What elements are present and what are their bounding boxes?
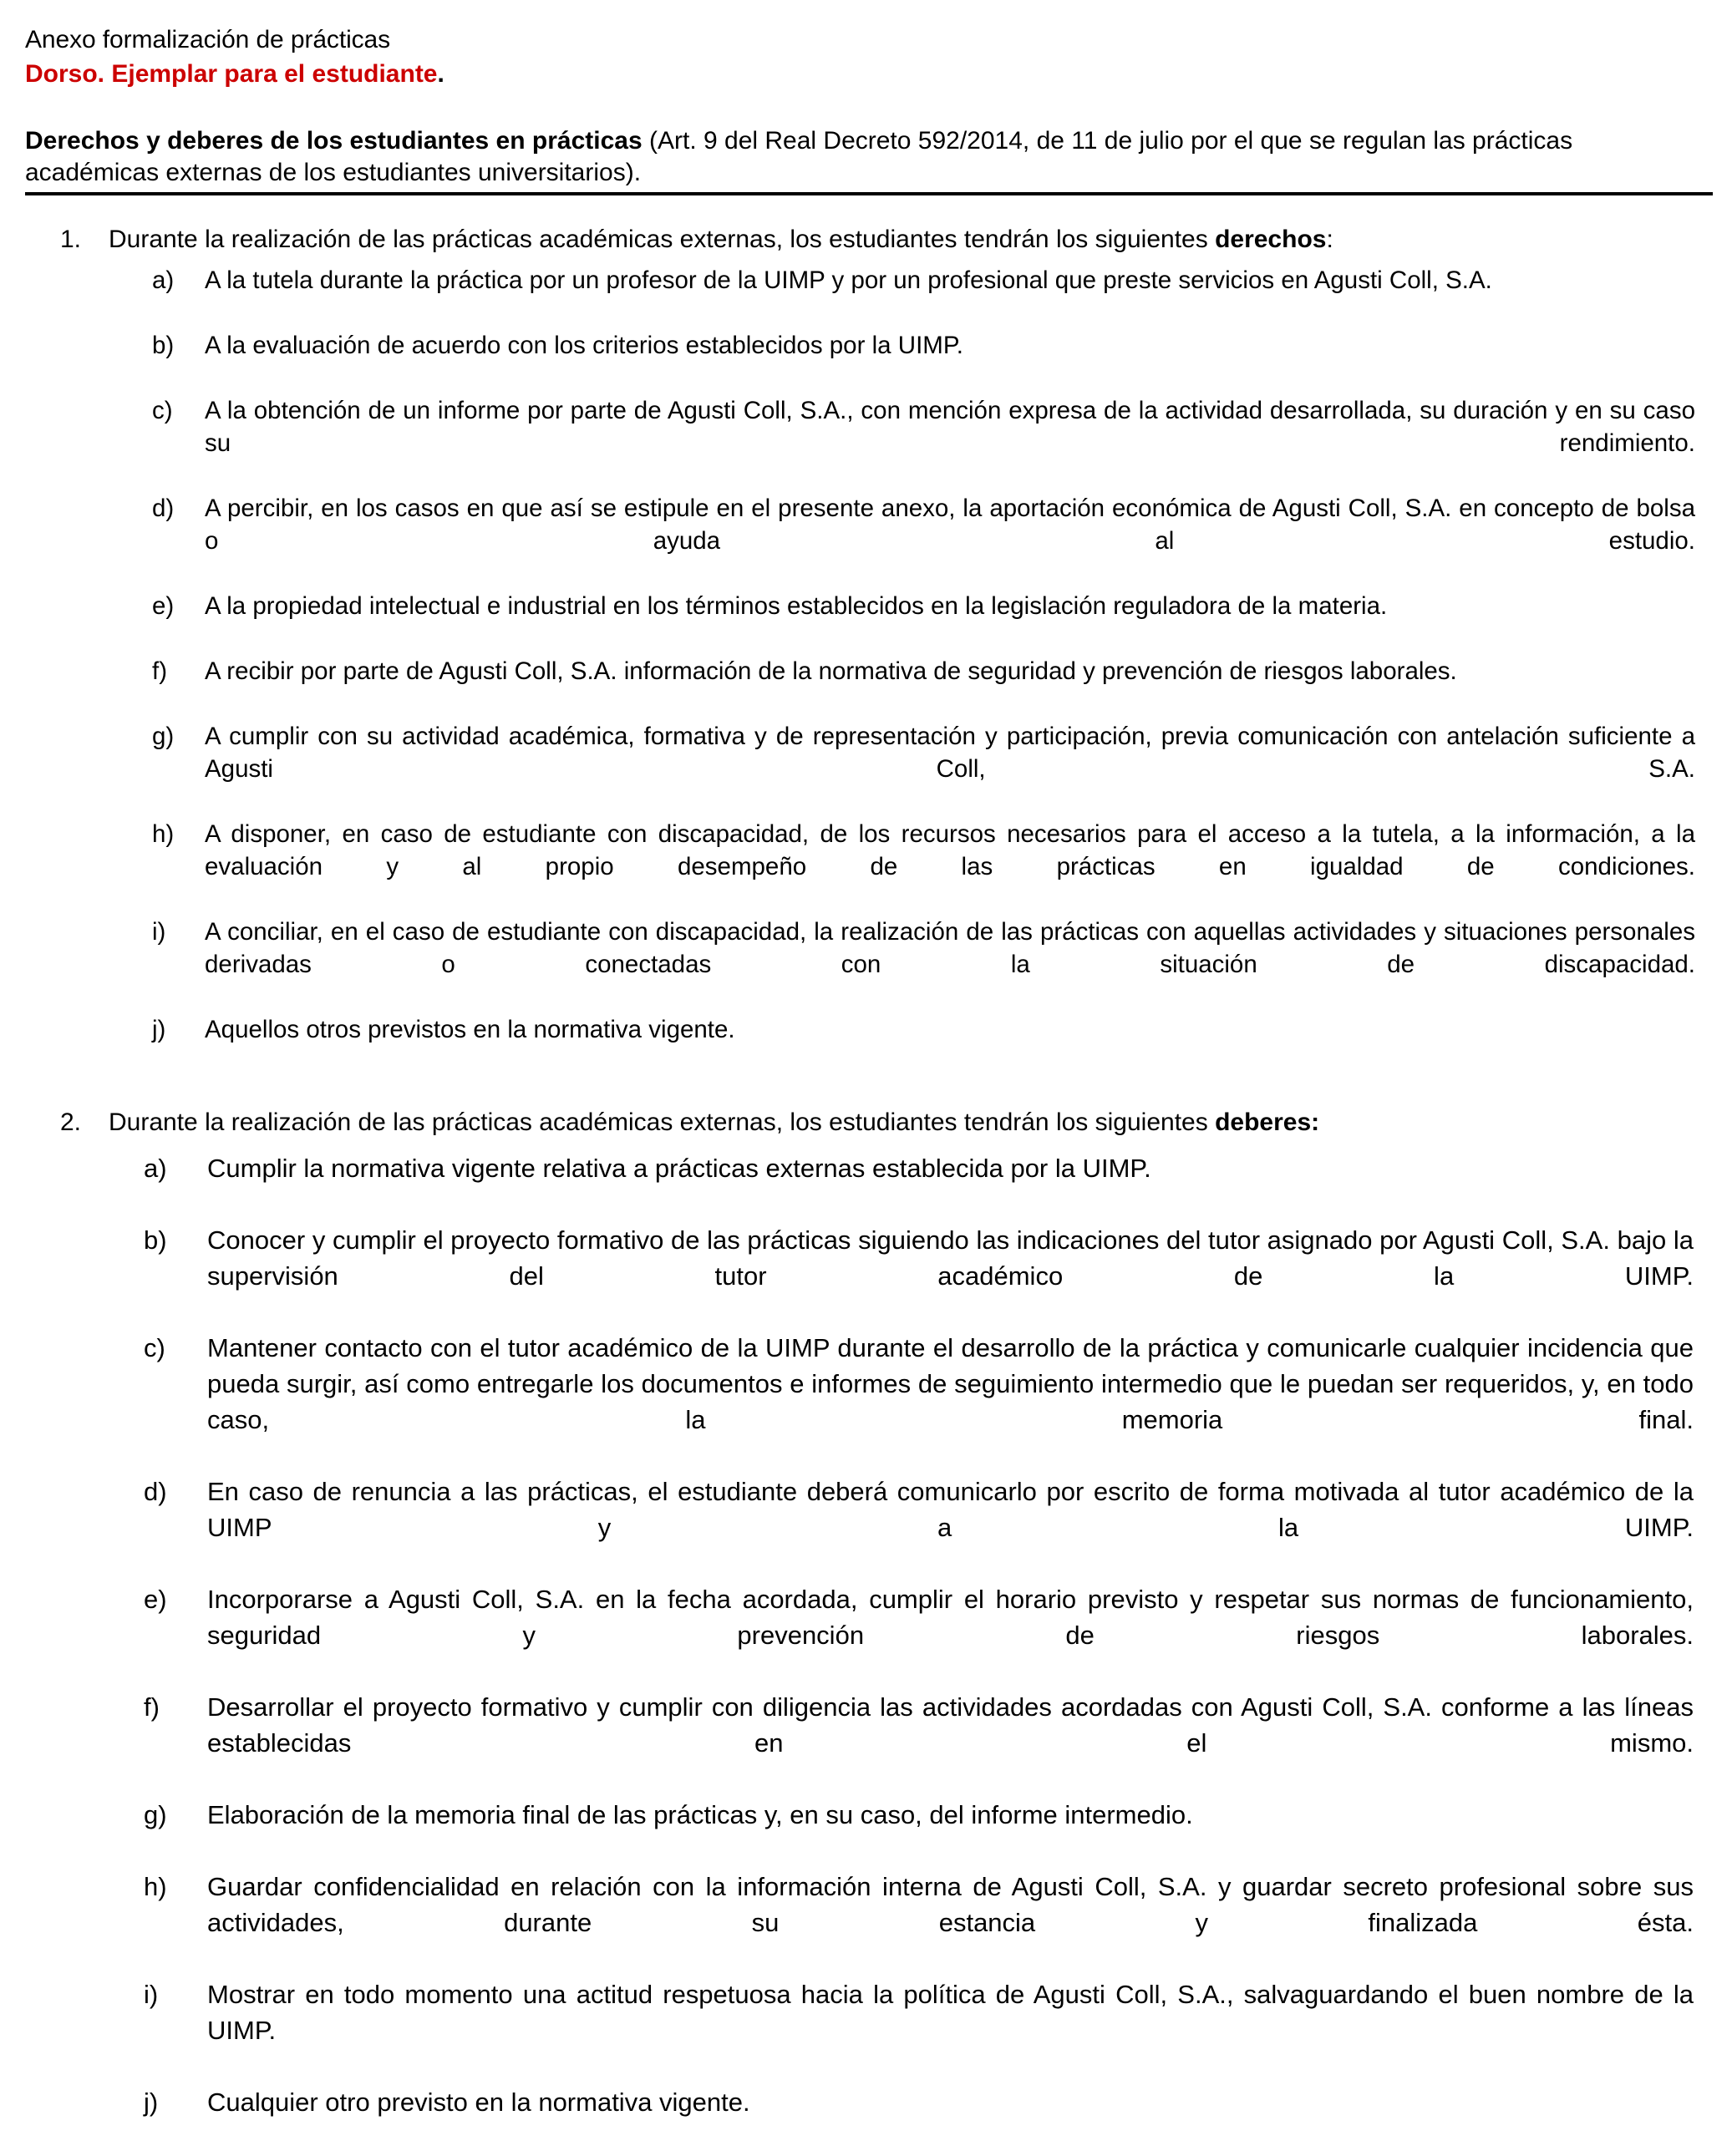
list-item <box>25 1689 1712 1797</box>
list-item-text: A la evaluación de acuerdo con los criterios establecidos por la UIMP. <box>205 332 963 359</box>
list-item-text: A disponer, en caso de estudiante con discapacidad, de los recursos necesarios para el acceso a la tutela, a la información, a la evaluación y al propio desempeño de las prácticas en igualdad de condiciones. <box>205 820 1695 880</box>
section-1-lead-before: Durante la realización de las prácticas académicas externas, los estudiantes tendrán los siguientes <box>109 226 1216 253</box>
list-item-label: d) <box>144 1477 167 1506</box>
list-item-text: Desarrollar el proyecto formativo y cumplir con diligencia las actividades acordadas con Agusti Coll, S.A. conforme a las líneas establecidas en el mismo. <box>207 1692 1694 1758</box>
list-item <box>25 2084 1712 2156</box>
section-1-lead <box>25 224 1712 256</box>
list-item <box>25 264 1712 329</box>
list-item-label: c) <box>152 397 173 424</box>
list-item <box>25 818 1712 916</box>
list-item <box>25 1013 1712 1078</box>
list-item <box>25 1474 1712 1581</box>
page-title-rest: (Art. 9 del Real Decreto 592/2014, de 11 de julio por el que se regulan las prácticas académicas externas de los estudiantes universitarios). <box>25 127 1573 186</box>
list-item <box>25 1150 1712 1222</box>
list-item-text: Conocer y cumplir el proyecto formativo de las prácticas siguiendo las indicaciones del tutor asignado por Agusti Coll, S.A. bajo la supervisión del tutor académico de la UIMP. <box>207 1225 1694 1291</box>
list-item <box>25 492 1712 590</box>
section-2-list <box>25 1150 1712 2156</box>
list-item <box>25 1869 1712 1976</box>
list-item-text: Guardar confidencialidad en relación con la información interna de Agusti Coll, S.A. y guardar secreto profesional sobre sus actividades, durante su estancia y finalizada ésta. <box>207 1872 1694 1937</box>
list-item-text: Aquellos otros previstos en la normativa vigente. <box>205 1016 735 1043</box>
list-item-label: f) <box>152 657 168 685</box>
list-item-text: A la propiedad intelectual e industrial en los términos establecidos en la legislación reguladora de la materia. <box>205 592 1388 620</box>
list-item-text: A cumplir con su actividad académica, formativa y de representación y participación, previa comunicación con antelación suficiente a Agusti Coll, S.A. <box>205 723 1695 783</box>
list-item-label: g) <box>152 723 175 750</box>
document-header <box>25 23 1712 92</box>
section-2-lead <box>25 1107 1712 1139</box>
list-item-text: Cualquier otro previsto en la normativa vigente. <box>207 2088 750 2117</box>
list-item-text: Mantener contacto con el tutor académico de la UIMP durante el desarrollo de la práctica y comunicarle cualquier incidencia que pueda surgir, así como entregarle los documentos e informes de seguimiento intermedio que le puedan ser requeridos, y, en todo caso, la memoria final. <box>207 1333 1694 1434</box>
list-item-label: a) <box>144 1154 167 1183</box>
list-item-label: a) <box>152 266 175 294</box>
list-item <box>25 720 1712 818</box>
list-item-text: Elaboración de la memoria final de las prácticas y, en su caso, del informe intermedio. <box>207 1800 1193 1829</box>
list-item-label: f) <box>144 1692 160 1722</box>
list-item-label: i) <box>152 918 166 946</box>
section-2-lead-before: Durante la realización de las prácticas académicas externas, los estudiantes tendrán los siguientes <box>109 1108 1216 1136</box>
list-item-label: b) <box>152 332 175 359</box>
list-item <box>25 329 1712 394</box>
list-item-text: Mostrar en todo momento una actitud respetuosa hacia la política de Agusti Coll, S.A., salvaguardando el buen nombre de la UIMP. <box>207 1980 1694 2045</box>
list-item-label: d) <box>152 495 175 522</box>
list-item-text: A conciliar, en el caso de estudiante con discapacidad, la realización de las prácticas con aquellas actividades y situaciones personales derivadas o conectadas con la situación de discapacidad. <box>205 918 1695 978</box>
list-item-text: A recibir por parte de Agusti Coll, S.A. información de la normativa de seguridad y prevención de riesgos laborales. <box>205 657 1457 685</box>
list-item-label: e) <box>152 592 175 620</box>
list-item <box>25 1581 1712 1689</box>
header-copy-label <box>25 57 1712 92</box>
list-item-label: h) <box>152 820 175 848</box>
list-item-text: A percibir, en los casos en que así se estipule en el presente anexo, la aportación económica de Agusti Coll, S.A. en concepto de bolsa o ayuda al estudio. <box>205 495 1695 555</box>
list-item <box>25 655 1712 720</box>
list-item <box>25 1797 1712 1869</box>
list-item <box>25 916 1712 1013</box>
list-item-label: h) <box>144 1872 167 1901</box>
list-item <box>25 394 1712 492</box>
list-item <box>25 1330 1712 1474</box>
list-item-label: c) <box>144 1333 165 1362</box>
list-item-label: g) <box>144 1800 167 1829</box>
header-copy-period: . <box>437 60 444 88</box>
section-2-lead-bold: deberes: <box>1215 1108 1320 1136</box>
list-item-text: Cumplir la normativa vigente relativa a prácticas externas establecida por la UIMP. <box>207 1154 1151 1183</box>
header-subtitle: Anexo formalización de prácticas <box>25 26 391 53</box>
list-item <box>25 1222 1712 1330</box>
section-1-lead-after: : <box>1326 226 1333 253</box>
list-item-label: j) <box>152 1016 166 1043</box>
list-item-label: b) <box>144 1225 167 1255</box>
section-1-number: 1. <box>60 226 82 253</box>
section-1-lead-bold: derechos <box>1215 226 1327 253</box>
list-item <box>25 1976 1712 2084</box>
list-item-text: Incorporarse a Agusti Coll, S.A. en la fecha acordada, cumplir el horario previsto y respetar sus normas de funcionamiento, seguridad y prevención de riesgos laborales. <box>207 1585 1694 1650</box>
list-item-text: A la tutela durante la práctica por un profesor de la UIMP y por un profesional que preste servicios en Agusti Coll, S.A. <box>205 266 1492 294</box>
section-1-list <box>25 264 1712 1078</box>
list-item-text: A la obtención de un informe por parte de Agusti Coll, S.A., con mención expresa de la actividad desarrollada, su duración y en su caso su rendimiento. <box>205 397 1695 457</box>
list-item-label: j) <box>144 2088 159 2117</box>
section-2-number: 2. <box>60 1108 82 1136</box>
header-copy-text: Dorso. Ejemplar para el estudiante <box>25 60 438 88</box>
list-item <box>25 590 1712 655</box>
list-item-label: i) <box>144 1980 159 2009</box>
page-title <box>25 125 1713 189</box>
page-title-bold: Derechos y deberes de los estudiantes en prácticas <box>25 127 643 155</box>
list-item-label: e) <box>144 1585 167 1614</box>
list-item-text: En caso de renuncia a las prácticas, el estudiante deberá comunicarlo por escrito de forma motivada al tutor académico de la UIMP y a la UIMP. <box>207 1477 1694 1542</box>
title-block <box>25 125 1713 195</box>
